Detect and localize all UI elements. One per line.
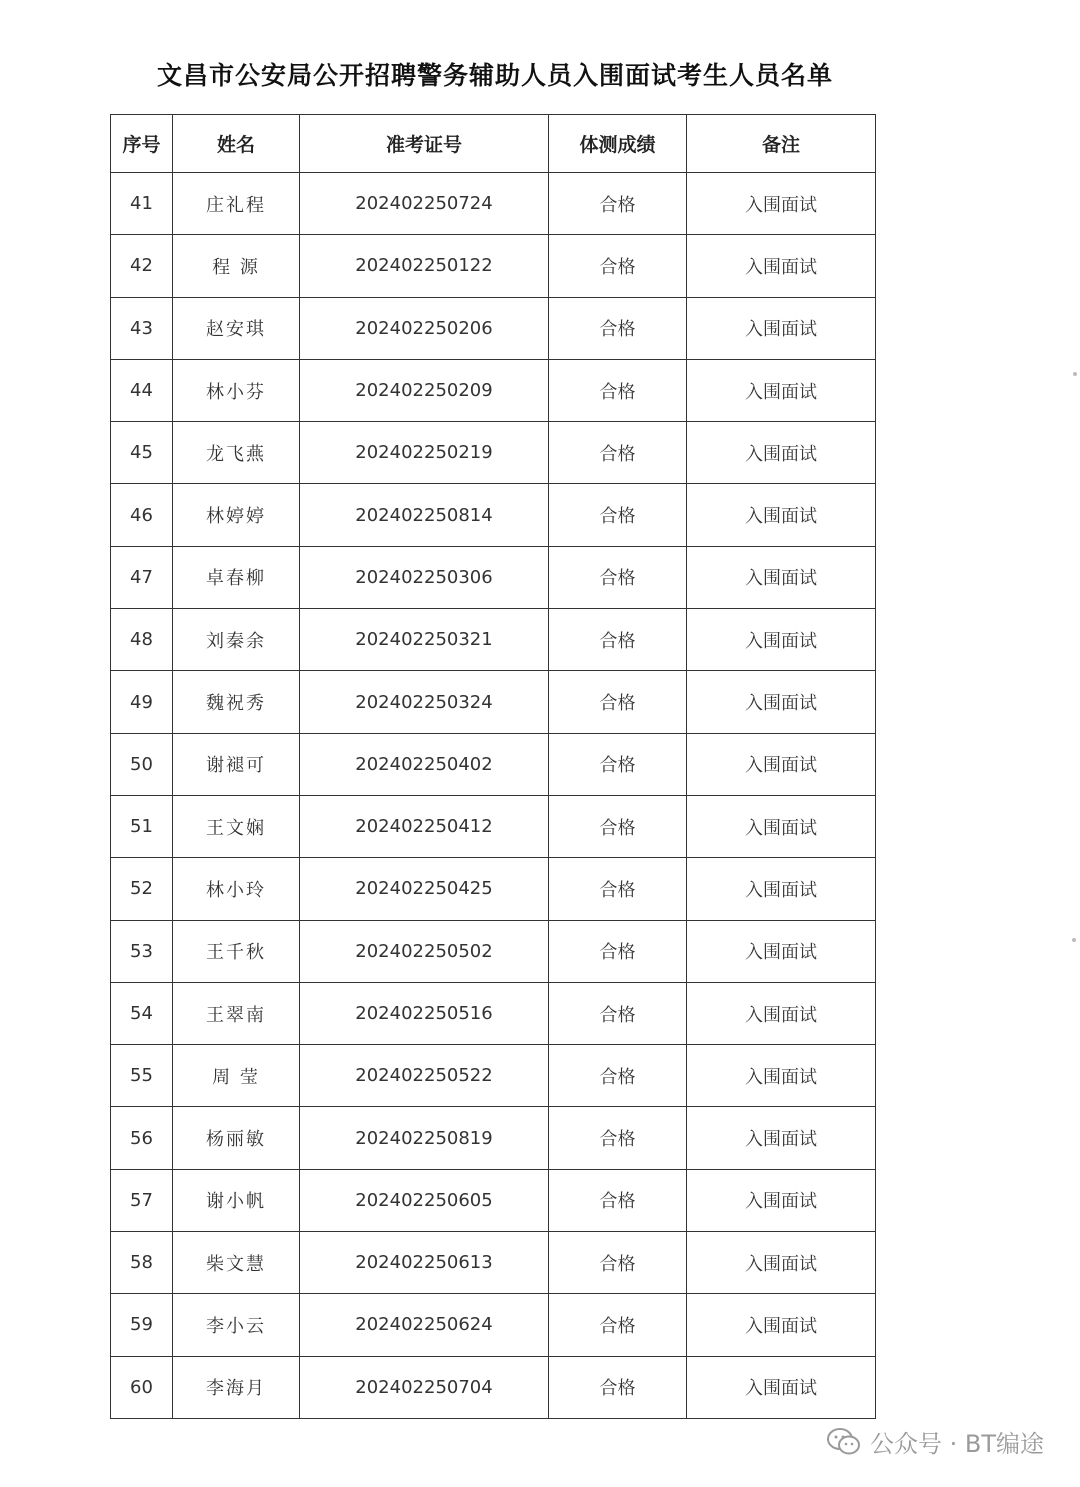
table-row xyxy=(111,422,876,484)
table-row xyxy=(111,858,876,920)
cell-exam-number: 202402250522 xyxy=(300,1045,549,1107)
cell-name: 李海月 xyxy=(173,1356,300,1418)
cell-exam-number: 202402250324 xyxy=(300,671,549,733)
cell-fitness-result: 合格 xyxy=(549,795,687,857)
cell-index: 52 xyxy=(111,858,173,920)
cell-index: 57 xyxy=(111,1169,173,1231)
table-row xyxy=(111,982,876,1044)
page-title: 文昌市公安局公开招聘警务辅助人员入围面试考生人员名单 xyxy=(156,61,833,90)
cell-fitness-result: 合格 xyxy=(549,920,687,982)
cell-fitness-result: 合格 xyxy=(549,609,687,671)
cell-exam-number: 202402250412 xyxy=(300,795,549,857)
table-row xyxy=(111,235,876,297)
cell-remarks: 入围面试 xyxy=(687,235,876,297)
cell-fitness-result: 合格 xyxy=(549,671,687,733)
cell-remarks: 入围面试 xyxy=(687,671,876,733)
header-index: 序号 xyxy=(111,115,173,173)
cell-fitness-result: 合格 xyxy=(549,1232,687,1294)
cell-fitness-result: 合格 xyxy=(549,235,687,297)
cell-exam-number: 202402250219 xyxy=(300,422,549,484)
cell-index: 51 xyxy=(111,795,173,857)
cell-index: 59 xyxy=(111,1294,173,1356)
cell-fitness-result: 合格 xyxy=(549,1169,687,1231)
cell-name: 程 源 xyxy=(173,235,300,297)
cell-index: 41 xyxy=(111,173,173,235)
cell-exam-number: 202402250502 xyxy=(300,920,549,982)
cell-remarks: 入围面试 xyxy=(687,546,876,608)
cell-name: 周 莹 xyxy=(173,1045,300,1107)
cell-fitness-result: 合格 xyxy=(549,1356,687,1418)
cell-index: 44 xyxy=(111,359,173,421)
header-fitness-result: 体测成绩 xyxy=(549,115,687,173)
table-row xyxy=(111,1232,876,1294)
cell-index: 48 xyxy=(111,609,173,671)
cell-name: 刘秦余 xyxy=(173,609,300,671)
cell-exam-number: 202402250516 xyxy=(300,982,549,1044)
cell-exam-number: 202402250814 xyxy=(300,484,549,546)
cell-index: 53 xyxy=(111,920,173,982)
cell-name: 林小芬 xyxy=(173,359,300,421)
cell-remarks: 入围面试 xyxy=(687,1294,876,1356)
cell-remarks: 入围面试 xyxy=(687,484,876,546)
header-name: 姓名 xyxy=(173,115,300,173)
cell-name: 王文娴 xyxy=(173,795,300,857)
table-row xyxy=(111,546,876,608)
cell-exam-number: 202402250724 xyxy=(300,173,549,235)
table-row xyxy=(111,359,876,421)
cell-name: 赵安琪 xyxy=(173,297,300,359)
cell-exam-number: 202402250402 xyxy=(300,733,549,795)
cell-remarks: 入围面试 xyxy=(687,173,876,235)
cell-exam-number: 202402250704 xyxy=(300,1356,549,1418)
cell-fitness-result: 合格 xyxy=(549,1107,687,1169)
cell-fitness-result: 合格 xyxy=(549,297,687,359)
cell-name: 林小玲 xyxy=(173,858,300,920)
table-row xyxy=(111,1356,876,1418)
cell-name: 谢褪可 xyxy=(173,733,300,795)
cell-index: 45 xyxy=(111,422,173,484)
table-row xyxy=(111,733,876,795)
cell-remarks: 入围面试 xyxy=(687,920,876,982)
cell-index: 42 xyxy=(111,235,173,297)
cell-remarks: 入围面试 xyxy=(687,1107,876,1169)
table-row xyxy=(111,609,876,671)
cell-fitness-result: 合格 xyxy=(549,546,687,608)
watermark xyxy=(826,1424,1044,1459)
cell-exam-number: 202402250321 xyxy=(300,609,549,671)
cell-index: 49 xyxy=(111,671,173,733)
cell-fitness-result: 合格 xyxy=(549,858,687,920)
cell-exam-number: 202402250819 xyxy=(300,1107,549,1169)
cell-name: 杨丽敏 xyxy=(173,1107,300,1169)
cell-index: 58 xyxy=(111,1232,173,1294)
cell-name: 谢小帆 xyxy=(173,1169,300,1231)
cell-index: 56 xyxy=(111,1107,173,1169)
candidate-table xyxy=(110,114,876,1419)
cell-remarks: 入围面试 xyxy=(687,1045,876,1107)
cell-exam-number: 202402250613 xyxy=(300,1232,549,1294)
cell-name: 龙飞燕 xyxy=(173,422,300,484)
cell-name: 卓春柳 xyxy=(173,546,300,608)
cell-fitness-result: 合格 xyxy=(549,1294,687,1356)
cell-remarks: 入围面试 xyxy=(687,422,876,484)
table-row xyxy=(111,1169,876,1231)
cell-name: 魏祝秀 xyxy=(173,671,300,733)
cell-index: 54 xyxy=(111,982,173,1044)
cell-remarks: 入围面试 xyxy=(687,858,876,920)
cell-name: 庄礼程 xyxy=(173,173,300,235)
cell-index: 50 xyxy=(111,733,173,795)
cell-index: 60 xyxy=(111,1356,173,1418)
cell-name: 李小云 xyxy=(173,1294,300,1356)
table-row xyxy=(111,1294,876,1356)
cell-index: 47 xyxy=(111,546,173,608)
scan-speck xyxy=(1072,938,1076,942)
header-exam-number: 准考证号 xyxy=(300,115,549,173)
cell-remarks: 入围面试 xyxy=(687,359,876,421)
table-row xyxy=(111,795,876,857)
cell-remarks: 入围面试 xyxy=(687,1169,876,1231)
cell-exam-number: 202402250206 xyxy=(300,297,549,359)
watermark-text: 公众号 · BT编途 xyxy=(869,1430,1044,1458)
cell-remarks: 入围面试 xyxy=(687,795,876,857)
cell-exam-number: 202402250122 xyxy=(300,235,549,297)
wechat-icon xyxy=(826,1427,862,1457)
cell-index: 46 xyxy=(111,484,173,546)
cell-remarks: 入围面试 xyxy=(687,733,876,795)
cell-exam-number: 202402250306 xyxy=(300,546,549,608)
cell-remarks: 入围面试 xyxy=(687,1232,876,1294)
table-row xyxy=(111,1107,876,1169)
cell-name: 王翠南 xyxy=(173,982,300,1044)
cell-remarks: 入围面试 xyxy=(687,1356,876,1418)
cell-remarks: 入围面试 xyxy=(687,297,876,359)
cell-fitness-result: 合格 xyxy=(549,1045,687,1107)
table-row xyxy=(111,920,876,982)
cell-fitness-result: 合格 xyxy=(549,982,687,1044)
cell-name: 林婷婷 xyxy=(173,484,300,546)
table-row xyxy=(111,484,876,546)
cell-fitness-result: 合格 xyxy=(549,173,687,235)
cell-exam-number: 202402250624 xyxy=(300,1294,549,1356)
cell-remarks: 入围面试 xyxy=(687,982,876,1044)
cell-fitness-result: 合格 xyxy=(549,422,687,484)
cell-index: 55 xyxy=(111,1045,173,1107)
table-row xyxy=(111,1045,876,1107)
table-header-row xyxy=(111,115,876,173)
cell-exam-number: 202402250209 xyxy=(300,359,549,421)
table-row xyxy=(111,297,876,359)
header-remarks: 备注 xyxy=(687,115,876,173)
cell-index: 43 xyxy=(111,297,173,359)
table-row xyxy=(111,173,876,235)
cell-fitness-result: 合格 xyxy=(549,733,687,795)
table-row xyxy=(111,671,876,733)
cell-exam-number: 202402250605 xyxy=(300,1169,549,1231)
cell-remarks: 入围面试 xyxy=(687,609,876,671)
cell-name: 王千秋 xyxy=(173,920,300,982)
scan-speck xyxy=(1073,372,1077,376)
cell-name: 柴文慧 xyxy=(173,1232,300,1294)
cell-fitness-result: 合格 xyxy=(549,359,687,421)
cell-exam-number: 202402250425 xyxy=(300,858,549,920)
cell-fitness-result: 合格 xyxy=(549,484,687,546)
